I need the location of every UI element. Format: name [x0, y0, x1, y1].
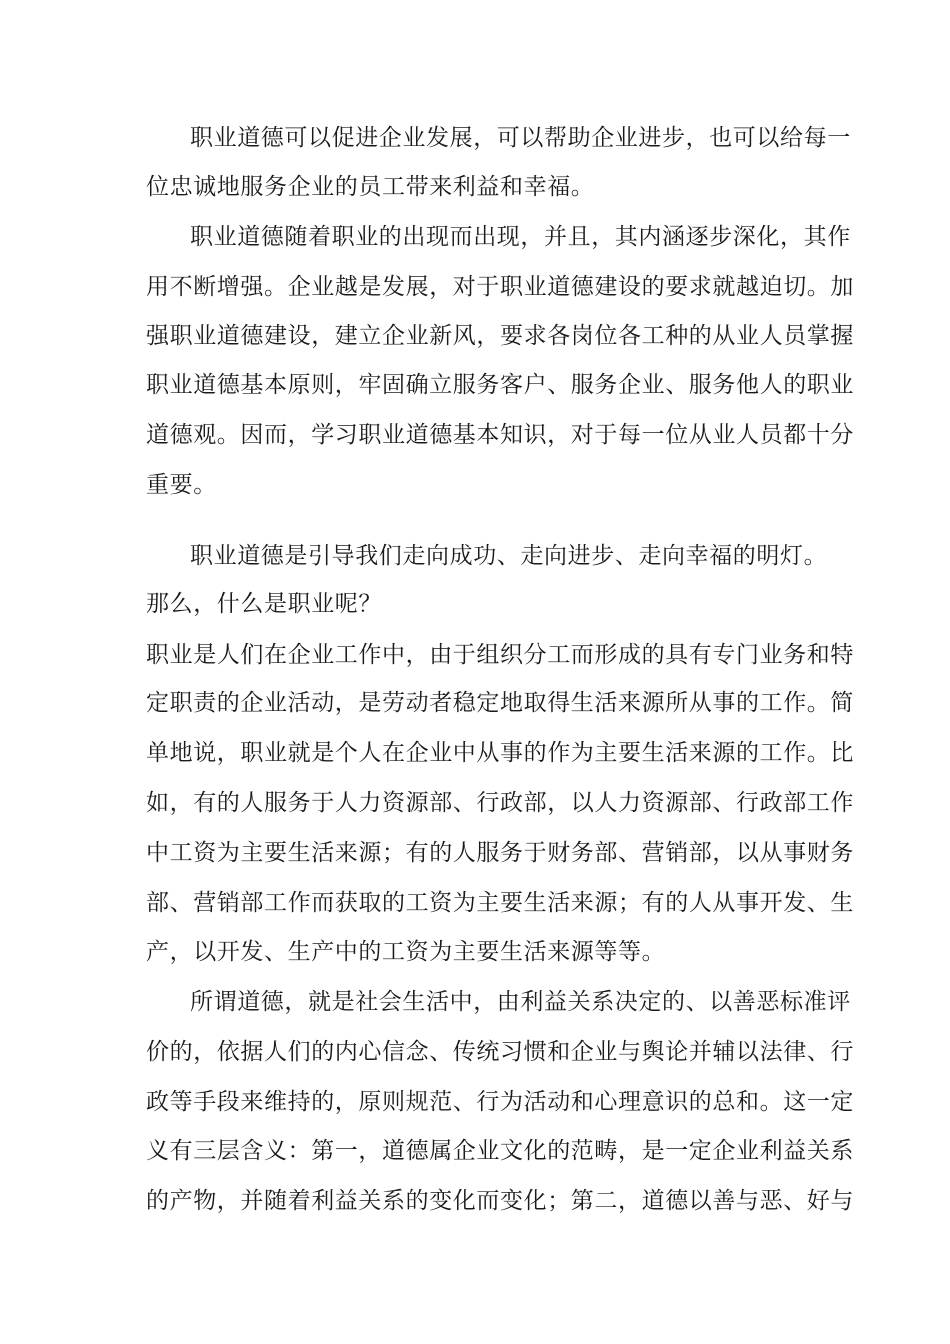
paragraph-6-line-3: 政等手段来维持的，原则规范、行为活动和心理意识的总和。这一定: [146, 1089, 854, 1115]
paragraph-2-line-3: 强职业道德建设，建立企业新风，要求各岗位各工种的从业人员掌握: [146, 323, 854, 349]
paragraph-2-line-2: 用不断增强。企业越是发展，对于职业道德建设的要求就越迫切。加: [146, 274, 854, 300]
paragraph-2-line-6: 重要。: [146, 472, 217, 498]
paragraph-5-line-4: 如，有的人服务于人力资源部、行政部，以人力资源部、行政部工作: [146, 790, 854, 816]
paragraph-4-line-1: 那么，什么是职业呢？: [146, 591, 382, 617]
paragraph-2-line-5: 道德观。因而，学习职业道德基本知识，对于每一位从业人员都十分: [146, 422, 854, 448]
paragraph-1-line-2: 位忠诚地服务企业的员工带来利益和幸福。: [146, 174, 595, 200]
paragraph-2-line-4: 职业道德基本原则，牢固确立服务客户、服务企业、服务他人的职业: [146, 372, 854, 398]
paragraph-5-line-7: 产，以开发、生产中的工资为主要生活来源等等。: [146, 939, 666, 965]
paragraph-6-line-4: 义有三层含义：第一，道德属企业文化的范畴，是一定企业利益关系: [146, 1138, 854, 1164]
paragraph-5-line-3: 单地说，职业就是个人在企业中从事的作为主要生活来源的工作。比: [146, 740, 854, 766]
paragraph-5-line-2: 定职责的企业活动，是劳动者稳定地取得生活来源所从事的工作。简: [146, 690, 854, 716]
paragraph-2-line-1: 职业道德随着职业的出现而出现，并且，其内涵逐步深化，其作: [190, 224, 851, 250]
paragraph-6-line-5: 的产物，并随着利益关系的变化而变化；第二，道德以善与恶、好与: [146, 1188, 854, 1214]
paragraph-5-line-5: 中工资为主要生活来源；有的人服务于财务部、营销部，以从事财务: [146, 840, 854, 866]
paragraph-6-line-1: 所谓道德，就是社会生活中，由利益关系决定的、以善恶标准评: [190, 989, 851, 1015]
paragraph-3-line-1: 职业道德是引导我们走向成功、走向进步、走向幸福的明灯。: [190, 543, 828, 569]
paragraph-6-line-2: 价的，依据人们的内心信念、传统习惯和企业与舆论并辅以法律、行: [146, 1039, 854, 1065]
paragraph-5-line-1: 职业是人们在企业工作中，由于组织分工而形成的具有专门业务和特: [146, 642, 854, 668]
paragraph-1-line-1: 职业道德可以促进企业发展，可以帮助企业进步，也可以给每一: [190, 125, 851, 151]
paragraph-5-line-6: 部、营销部工作而获取的工资为主要生活来源；有的人从事开发、生: [146, 890, 854, 916]
